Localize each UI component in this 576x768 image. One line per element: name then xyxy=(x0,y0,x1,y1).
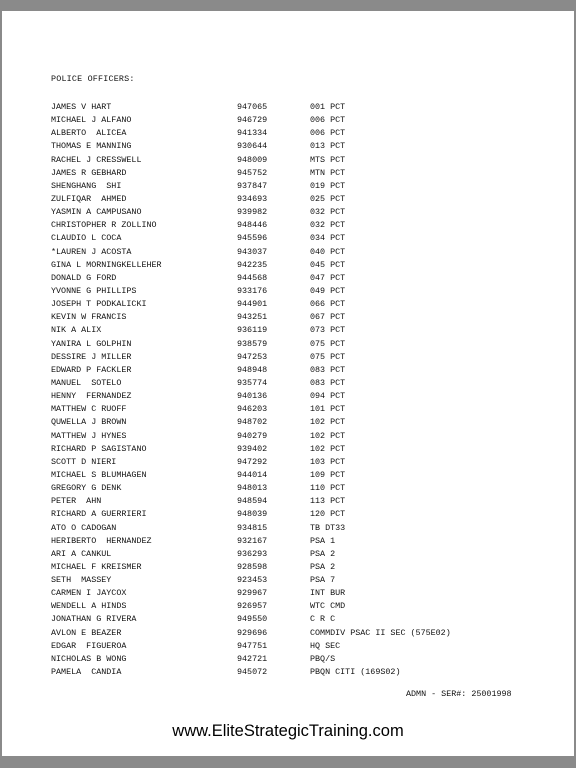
officer-row xyxy=(2,574,574,587)
officer-command: 083 PCT xyxy=(310,364,346,375)
officer-name: RICHARD A GUERRIERI xyxy=(51,509,147,520)
serial-number: ADMN - SER#: 25001998 xyxy=(406,689,512,699)
officer-name: QUWELLA J BROWN xyxy=(51,417,127,428)
officer-command: PSA 7 xyxy=(310,575,336,586)
officer-tax-id: 939402 xyxy=(237,443,268,454)
officer-command: 066 PCT xyxy=(310,299,346,310)
officer-row xyxy=(2,548,574,561)
officer-row xyxy=(2,430,574,443)
officer-name: KEVIN W FRANCIS xyxy=(51,312,127,323)
officer-name: MATTHEW C RUOFF xyxy=(51,404,127,415)
officer-command: 040 PCT xyxy=(310,246,346,257)
officer-name: ZULFIQAR AHMED xyxy=(51,193,127,204)
officer-roster xyxy=(2,101,574,679)
officer-row xyxy=(2,180,574,193)
officer-tax-id: 945072 xyxy=(237,667,268,678)
officer-name: EDGAR FIGUEROA xyxy=(51,640,127,651)
officer-command: PSA 1 xyxy=(310,535,336,546)
officer-name: JONATHAN G RIVERA xyxy=(51,614,137,625)
officer-name: ALBERTO ALICEA xyxy=(51,128,127,139)
officer-row xyxy=(2,272,574,285)
officer-command: 034 PCT xyxy=(310,233,346,244)
officer-tax-id: 945596 xyxy=(237,233,268,244)
officer-tax-id: 948009 xyxy=(237,154,268,165)
officer-name: YASMIN A CAMPUSANO xyxy=(51,207,142,218)
officer-command: 025 PCT xyxy=(310,193,346,204)
officer-tax-id: 936119 xyxy=(237,325,268,336)
officer-row xyxy=(2,298,574,311)
section-heading: POLICE OFFICERS: xyxy=(51,74,135,84)
officer-name: RICHARD P SAGISTANO xyxy=(51,443,147,454)
officer-command: 102 PCT xyxy=(310,443,346,454)
officer-tax-id: 946203 xyxy=(237,404,268,415)
officer-command: WTC CMD xyxy=(310,601,346,612)
officer-row xyxy=(2,653,574,666)
officer-name: THOMAS E MANNING xyxy=(51,141,132,152)
officer-tax-id: 940279 xyxy=(237,430,268,441)
officer-command: 019 PCT xyxy=(310,180,346,191)
officer-row xyxy=(2,416,574,429)
officer-row xyxy=(2,613,574,626)
officer-tax-id: 933176 xyxy=(237,285,268,296)
officer-tax-id: 930644 xyxy=(237,141,268,152)
officer-tax-id: 949550 xyxy=(237,614,268,625)
officer-name: NICHOLAS B WONG xyxy=(51,653,127,664)
officer-command: PBQN CITI (169S02) xyxy=(310,667,401,678)
officer-command: 094 PCT xyxy=(310,391,346,402)
officer-tax-id: 948446 xyxy=(237,220,268,231)
officer-tax-id: 942235 xyxy=(237,259,268,270)
officer-row xyxy=(2,587,574,600)
officer-row xyxy=(2,482,574,495)
officer-command: HQ SEC xyxy=(310,640,341,651)
officer-tax-id: 935774 xyxy=(237,377,268,388)
officer-command: 083 PCT xyxy=(310,377,346,388)
officer-command: PBQ/S xyxy=(310,653,336,664)
officer-command: 102 PCT xyxy=(310,430,346,441)
officer-tax-id: 939982 xyxy=(237,207,268,218)
officer-row xyxy=(2,338,574,351)
officer-tax-id: 948039 xyxy=(237,509,268,520)
officer-row xyxy=(2,627,574,640)
officer-name: HENNY FERNANDEZ xyxy=(51,391,132,402)
officer-row xyxy=(2,193,574,206)
officer-name: YVONNE G PHILLIPS xyxy=(51,285,137,296)
officer-name: SHENGHANG SHI xyxy=(51,180,122,191)
officer-command: 075 PCT xyxy=(310,351,346,362)
officer-tax-id: 929967 xyxy=(237,588,268,599)
officer-tax-id: 947253 xyxy=(237,351,268,362)
officer-row xyxy=(2,640,574,653)
officer-tax-id: 943251 xyxy=(237,312,268,323)
officer-command: 032 PCT xyxy=(310,207,346,218)
officer-row xyxy=(2,561,574,574)
officer-name: GREGORY G DENK xyxy=(51,483,122,494)
officer-command: 013 PCT xyxy=(310,141,346,152)
officer-tax-id: 923453 xyxy=(237,575,268,586)
officer-tax-id: 943037 xyxy=(237,246,268,257)
officer-command: COMMDIV PSAC II SEC (575E02) xyxy=(310,627,451,638)
officer-tax-id: 942721 xyxy=(237,653,268,664)
officer-tax-id: 929696 xyxy=(237,627,268,638)
officer-tax-id: 948702 xyxy=(237,417,268,428)
officer-tax-id: 938579 xyxy=(237,338,268,349)
officer-tax-id: 948013 xyxy=(237,483,268,494)
officer-tax-id: 940136 xyxy=(237,391,268,402)
officer-name: MICHAEL F KREISMER xyxy=(51,561,142,572)
officer-tax-id: 948948 xyxy=(237,364,268,375)
officer-row xyxy=(2,324,574,337)
officer-name: PETER AHN xyxy=(51,496,102,507)
officer-tax-id: 945752 xyxy=(237,167,268,178)
officer-command: 049 PCT xyxy=(310,285,346,296)
officer-command: 120 PCT xyxy=(310,509,346,520)
officer-tax-id: 936293 xyxy=(237,548,268,559)
officer-row xyxy=(2,508,574,521)
officer-row xyxy=(2,600,574,613)
officer-command: 101 PCT xyxy=(310,404,346,415)
officer-name: WENDELL A HINDS xyxy=(51,601,127,612)
officer-name: RACHEL J CRESSWELL xyxy=(51,154,142,165)
officer-tax-id: 928598 xyxy=(237,561,268,572)
officer-name: *LAUREN J ACOSTA xyxy=(51,246,132,257)
officer-row xyxy=(2,206,574,219)
officer-command: 073 PCT xyxy=(310,325,346,336)
officer-command: INT BUR xyxy=(310,588,346,599)
officer-row xyxy=(2,666,574,679)
officer-name: SETH MASSEY xyxy=(51,575,112,586)
officer-tax-id: 944901 xyxy=(237,299,268,310)
officer-name: JOSEPH T PODKALICKI xyxy=(51,299,147,310)
officer-tax-id: 941334 xyxy=(237,128,268,139)
officer-tax-id: 934815 xyxy=(237,522,268,533)
officer-name: GINA L MORNINGKELLEHER xyxy=(51,259,162,270)
officer-row xyxy=(2,154,574,167)
officer-tax-id: 926957 xyxy=(237,601,268,612)
officer-tax-id: 944014 xyxy=(237,469,268,480)
viewer-bottom-bar xyxy=(0,756,576,768)
officer-command: MTN PCT xyxy=(310,167,346,178)
officer-name: HERIBERTO HERNANDEZ xyxy=(51,535,152,546)
officer-name: NIK A ALIX xyxy=(51,325,102,336)
officer-command: MTS PCT xyxy=(310,154,346,165)
officer-name: CHRISTOPHER R ZOLLINO xyxy=(51,220,157,231)
officer-tax-id: 947065 xyxy=(237,102,268,112)
officer-command: 067 PCT xyxy=(310,312,346,323)
officer-name: PAMELA CANDIA xyxy=(51,667,122,678)
officer-name: ATO O CADOGAN xyxy=(51,522,117,533)
officer-command: 102 PCT xyxy=(310,417,346,428)
officer-name: JAMES R GEBHARD xyxy=(51,167,127,178)
viewer-top-bar xyxy=(0,0,576,11)
officer-row xyxy=(2,364,574,377)
officer-command: PSA 2 xyxy=(310,561,336,572)
officer-tax-id: 947751 xyxy=(237,640,268,651)
officer-row xyxy=(2,403,574,416)
officer-name: DESSIRE J MILLER xyxy=(51,351,132,362)
officer-row xyxy=(2,114,574,127)
officer-row xyxy=(2,285,574,298)
officer-name: CLAUDIO L COCA xyxy=(51,233,122,244)
officer-name: MATTHEW J HYNES xyxy=(51,430,127,441)
officer-row xyxy=(2,219,574,232)
officer-name: MICHAEL J ALFANO xyxy=(51,115,132,126)
officer-command: C R C xyxy=(310,614,336,625)
officer-tax-id: 948594 xyxy=(237,496,268,507)
officer-row xyxy=(2,390,574,403)
officer-row xyxy=(2,232,574,245)
officer-command: 075 PCT xyxy=(310,338,346,349)
officer-row xyxy=(2,351,574,364)
officer-command: 113 PCT xyxy=(310,496,346,507)
officer-command: 006 PCT xyxy=(310,128,346,139)
officer-row xyxy=(2,311,574,324)
officer-command: PSA 2 xyxy=(310,548,336,559)
officer-command: 001 PCT xyxy=(310,102,346,112)
officer-tax-id: 934693 xyxy=(237,193,268,204)
officer-name: MANUEL SOTELO xyxy=(51,377,122,388)
officer-name: YANIRA L GOLPHIN xyxy=(51,338,132,349)
officer-command: TB DT33 xyxy=(310,522,346,533)
officer-row xyxy=(2,443,574,456)
officer-row xyxy=(2,167,574,180)
officer-row xyxy=(2,469,574,482)
officer-name: DONALD G FORD xyxy=(51,272,117,283)
officer-command: 110 PCT xyxy=(310,483,346,494)
officer-command: 109 PCT xyxy=(310,469,346,480)
officer-name: SCOTT D NIERI xyxy=(51,456,117,467)
officer-tax-id: 937847 xyxy=(237,180,268,191)
officer-tax-id: 944568 xyxy=(237,272,268,283)
officer-name: ARI A CANKUL xyxy=(51,548,112,559)
officer-command: 047 PCT xyxy=(310,272,346,283)
officer-row xyxy=(2,246,574,259)
officer-row xyxy=(2,456,574,469)
officer-name: EDWARD P FACKLER xyxy=(51,364,132,375)
officer-name: JAMES V HART xyxy=(51,102,112,112)
officer-command: 006 PCT xyxy=(310,115,346,126)
officer-row xyxy=(2,259,574,272)
officer-name: CARMEN I JAYCOX xyxy=(51,588,127,599)
document-page xyxy=(2,11,574,756)
officer-row xyxy=(2,127,574,140)
officer-name: MICHAEL S BLUMHAGEN xyxy=(51,469,147,480)
officer-command: 045 PCT xyxy=(310,259,346,270)
officer-row xyxy=(2,495,574,508)
officer-tax-id: 946729 xyxy=(237,115,268,126)
officer-row xyxy=(2,535,574,548)
officer-row xyxy=(2,522,574,535)
officer-row xyxy=(2,377,574,390)
officer-row xyxy=(2,101,574,114)
website-footer: www.EliteStrategicTraining.com xyxy=(172,722,404,740)
officer-command: 032 PCT xyxy=(310,220,346,231)
officer-tax-id: 947292 xyxy=(237,456,268,467)
officer-tax-id: 932167 xyxy=(237,535,268,546)
officer-name: AVLON E BEAZER xyxy=(51,627,122,638)
officer-command: 103 PCT xyxy=(310,456,346,467)
officer-row xyxy=(2,140,574,153)
